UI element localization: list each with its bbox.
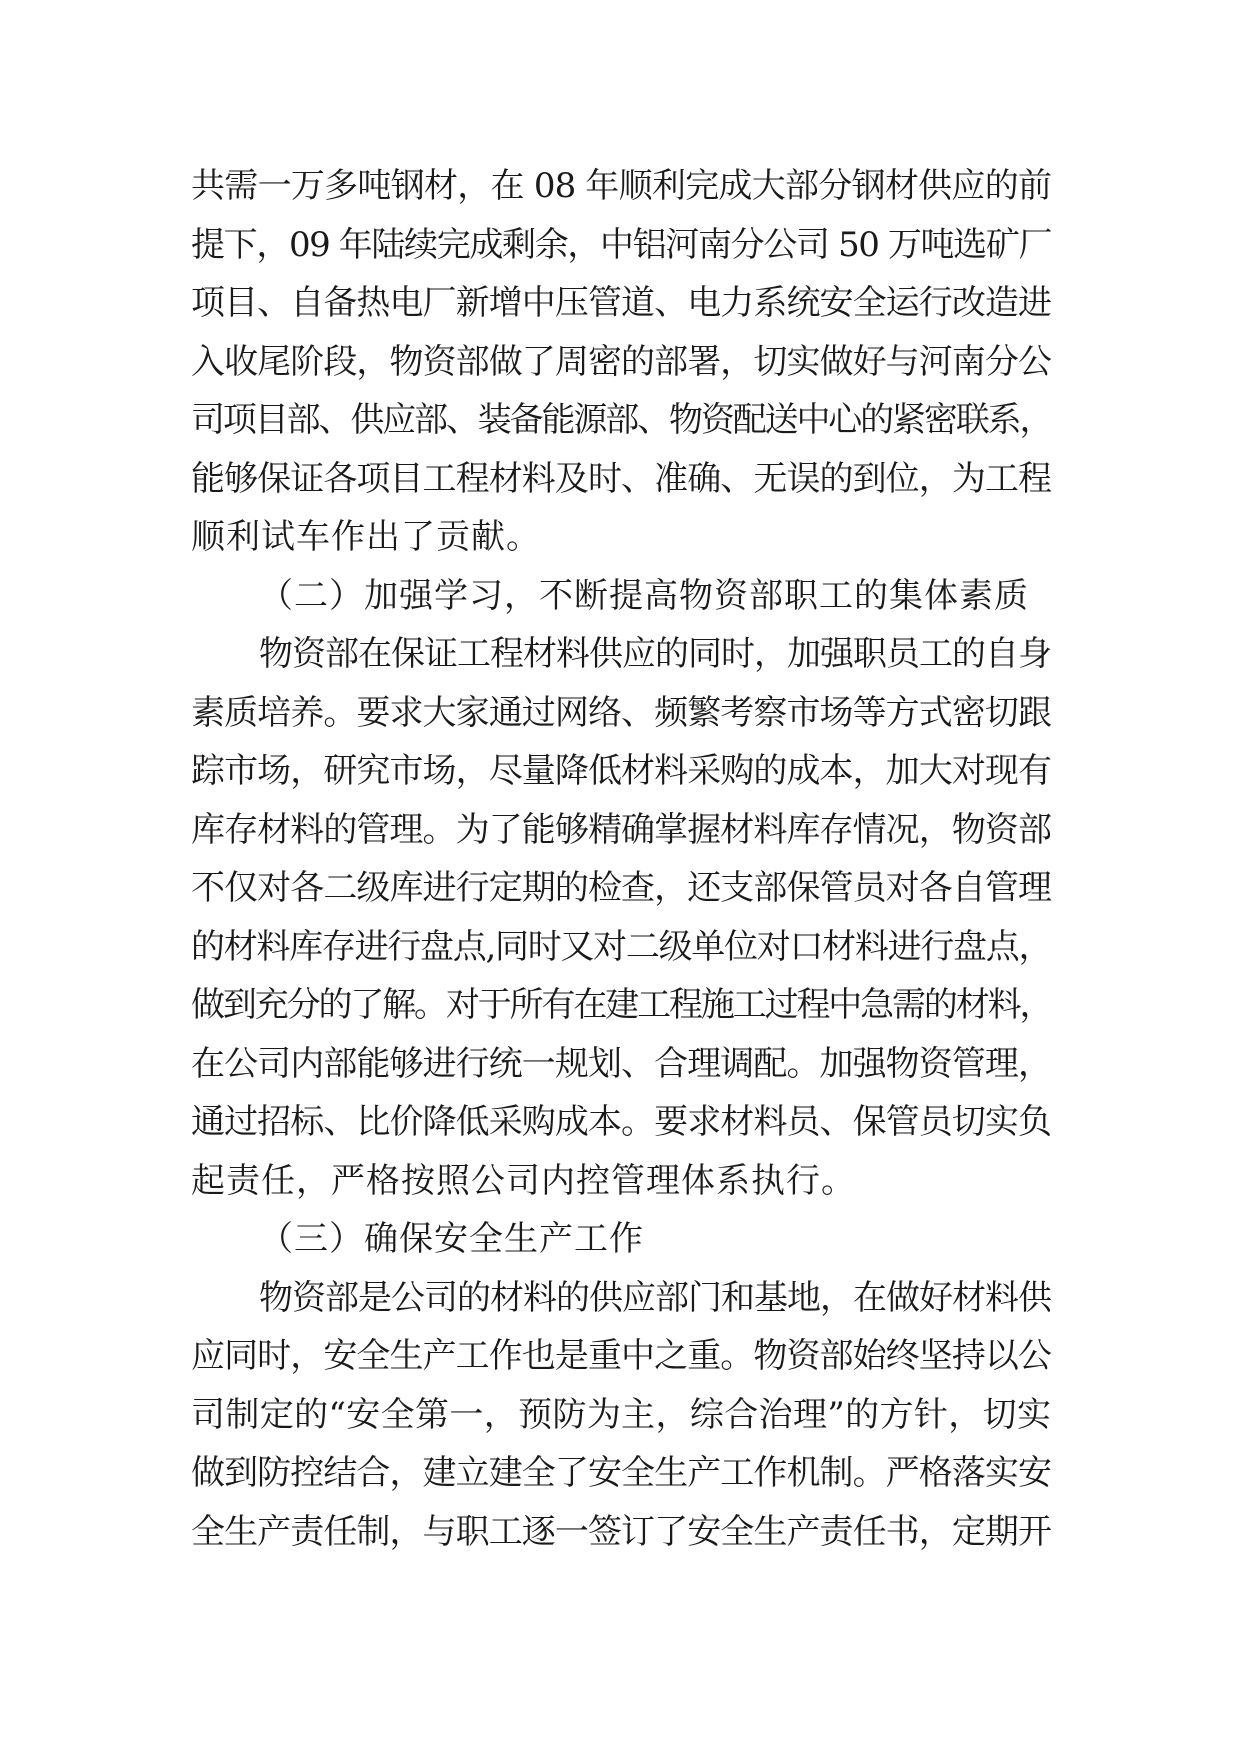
text-line: 不仅对各二级库进行定期的检查，还支部保管员对各自管理 <box>191 868 1051 908</box>
text-line: 起责任，严格按照公司内控管理体系执行。 <box>191 1160 856 1201</box>
text-line: 顺利试车作出了贡献。 <box>191 517 541 557</box>
text-line: 能够保证各项目工程材料及时、准确、无误的到位，为工程 <box>191 458 1051 499</box>
text-line: 的材料库存进行盘点,同时又对二级单位对口材料进行盘点， <box>191 926 1051 967</box>
text-line: 项目、自备热电厂新增中压管道、电力系统安全运行改造进 <box>191 283 1051 323</box>
text-line: 素质培养。要求大家通过网络、频繁考察市场等方式密切跟 <box>191 692 1051 733</box>
text-line: 全生产责任制，与职工逐一签订了安全生产责任书，定期开 <box>191 1511 1051 1552</box>
text-line: 踪市场，研究市场，尽量降低材料采购的成本，加大对现有 <box>191 751 1051 791</box>
text-line: 提下，09 年陆续完成剩余，中铝河南分公司 50 万吨选矿厂 <box>191 224 1051 265</box>
section-heading-2: （二）加强学习，不断提高物资部职工的集体素质 <box>259 575 1029 616</box>
text-line: 物资部是公司的材料的供应部门和基地，在做好材料供 <box>259 1277 1051 1318</box>
text-line: 通过招标、比价降低采购成本。要求材料员、保管员切实负 <box>191 1102 1051 1142</box>
text-line: 司项目部、供应部、装备能源部、物资配送中心的紧密联系， <box>191 400 1051 440</box>
text-line: 做到防控结合，建立建全了安全生产工作机制。严格落实安 <box>191 1453 1051 1493</box>
paragraph-safety-production <box>191 1269 1051 1562</box>
paragraph-steel-supply <box>191 157 1051 567</box>
text-line: 做到充分的了解。对于所有在建工程施工过程中急需的材料， <box>191 985 1051 1025</box>
paragraph-staff-quality <box>191 625 1051 1210</box>
text-line: 库存材料的管理。为了能够精确掌握材料库存情况，物资部 <box>191 809 1051 850</box>
text-line: 在公司内部能够进行统一规划、合理调配。加强物资管理， <box>191 1043 1051 1084</box>
text-line: 共需一万多吨钢材，在 08 年顺利完成大部分钢材供应的前 <box>191 166 1051 206</box>
text-line: 入收尾阶段，物资部做了周密的部署，切实做好与河南分公 <box>191 341 1051 382</box>
text-line: 应同时，安全生产工作也是重中之重。物资部始终坚持以公 <box>191 1336 1051 1376</box>
document-body <box>191 157 1051 1561</box>
text-line: 司制定的“安全第一，预防为主，综合治理”的方针，切实 <box>191 1394 1051 1435</box>
section-heading-3: （三）确保安全生产工作 <box>259 1219 644 1259</box>
text-line: 物资部在保证工程材料供应的同时，加强职员工的自身 <box>259 634 1051 674</box>
